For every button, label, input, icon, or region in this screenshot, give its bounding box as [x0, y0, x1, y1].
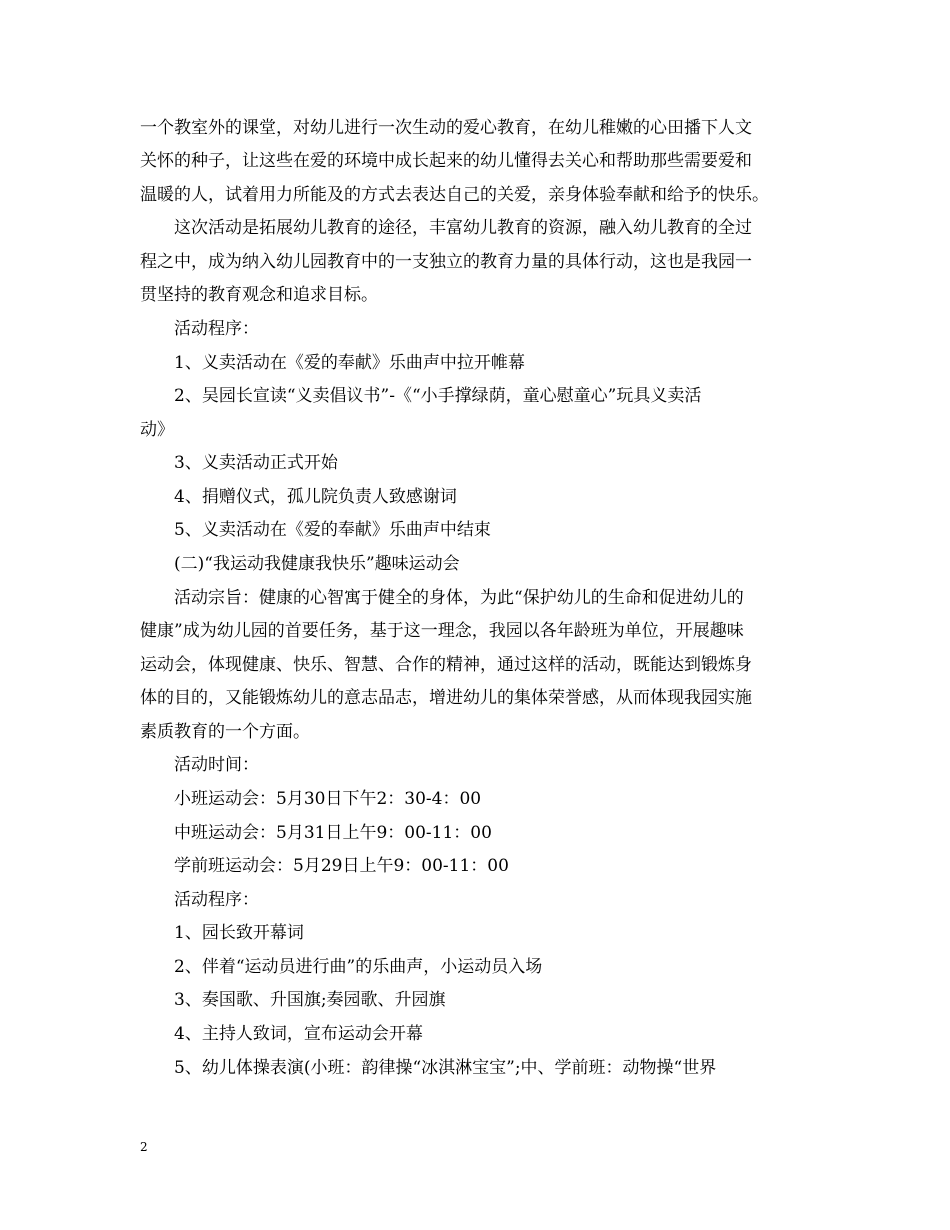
text-line: 关怀的种子，让这些在爱的环境中成长起来的幼儿懂得去关心和帮助那些需要爱和	[140, 151, 752, 171]
list-item: 3、义卖活动正式开始	[174, 453, 338, 473]
list-item: 5、义卖活动在《爱的奉献》乐曲声中结束	[174, 520, 491, 540]
page-number: 2	[140, 1140, 148, 1154]
schedule-item: 学前班运动会：5月29日上午9：00-11：00	[174, 856, 509, 876]
list-item: 2、伴着“运动员进行曲”的乐曲声，小运动员入场	[174, 957, 543, 977]
section-label: 活动程序：	[174, 890, 259, 910]
list-item: 3、奏国歌、升国旗;奏园歌、升园旗	[174, 990, 446, 1010]
section-heading: (二)“我运动我健康我快乐”趣味运动会	[174, 554, 460, 574]
list-item: 4、主持人致词，宣布运动会开幕	[174, 1024, 423, 1044]
section-label: 活动时间：	[174, 755, 259, 775]
schedule-item: 小班运动会：5月30日下午2：30-4：00	[174, 789, 482, 809]
schedule-item: 中班运动会：5月31日上午9：00-11：00	[174, 823, 492, 843]
text-line: 健康”成为幼儿园的首要任务，基于这一理念，我园以各年龄班为单位，开展趣味	[140, 621, 744, 641]
text-line: 运动会，体现健康、快乐、智慧、合作的精神，通过这样的活动，既能达到锻炼身	[140, 655, 752, 675]
list-item: 5、幼儿体操表演(小班：韵律操“冰淇淋宝宝”;中、学前班：动物操“世界	[174, 1058, 717, 1078]
paragraph-first-line: 这次活动是拓展幼儿教育的途径，丰富幼儿教育的资源，融入幼儿教育的全过	[174, 218, 752, 238]
paragraph-first-line: 活动宗旨：健康的心智寓于健全的身体，为此“保护幼儿的生命和促进幼儿的	[174, 588, 744, 608]
text-line: 一个教室外的课堂，对幼儿进行一次生动的爱心教育，在幼儿稚嫩的心田播下人文	[140, 118, 752, 138]
list-item-continuation: 动》	[140, 420, 174, 440]
text-line: 程之中，成为纳入幼儿园教育中的一支独立的教育力量的具体行动，这也是我园一	[140, 252, 752, 272]
text-line: 体的目的，又能锻炼幼儿的意志品志，增进幼儿的集体荣誉感，从而体现我园实施	[140, 688, 752, 708]
section-label: 活动程序：	[174, 319, 259, 339]
list-item: 4、捐赠仪式，孤儿院负责人致感谢词	[174, 487, 457, 507]
text-line: 贯坚持的教育观念和追求目标。	[140, 285, 378, 305]
list-item: 1、园长致开幕词	[174, 923, 304, 943]
list-item: 1、义卖活动在《爱的奉献》乐曲声中拉开帷幕	[174, 353, 525, 373]
text-line: 素质教育的一个方面。	[140, 722, 310, 742]
text-line: 温暖的人，试着用力所能及的方式去表达自己的关爱，亲身体验奉献和给予的快乐。	[140, 185, 769, 205]
list-item: 2、吴园长宣读“义卖倡议书”-《“小手撑绿荫，童心慰童心”玩具义卖活	[174, 386, 702, 406]
